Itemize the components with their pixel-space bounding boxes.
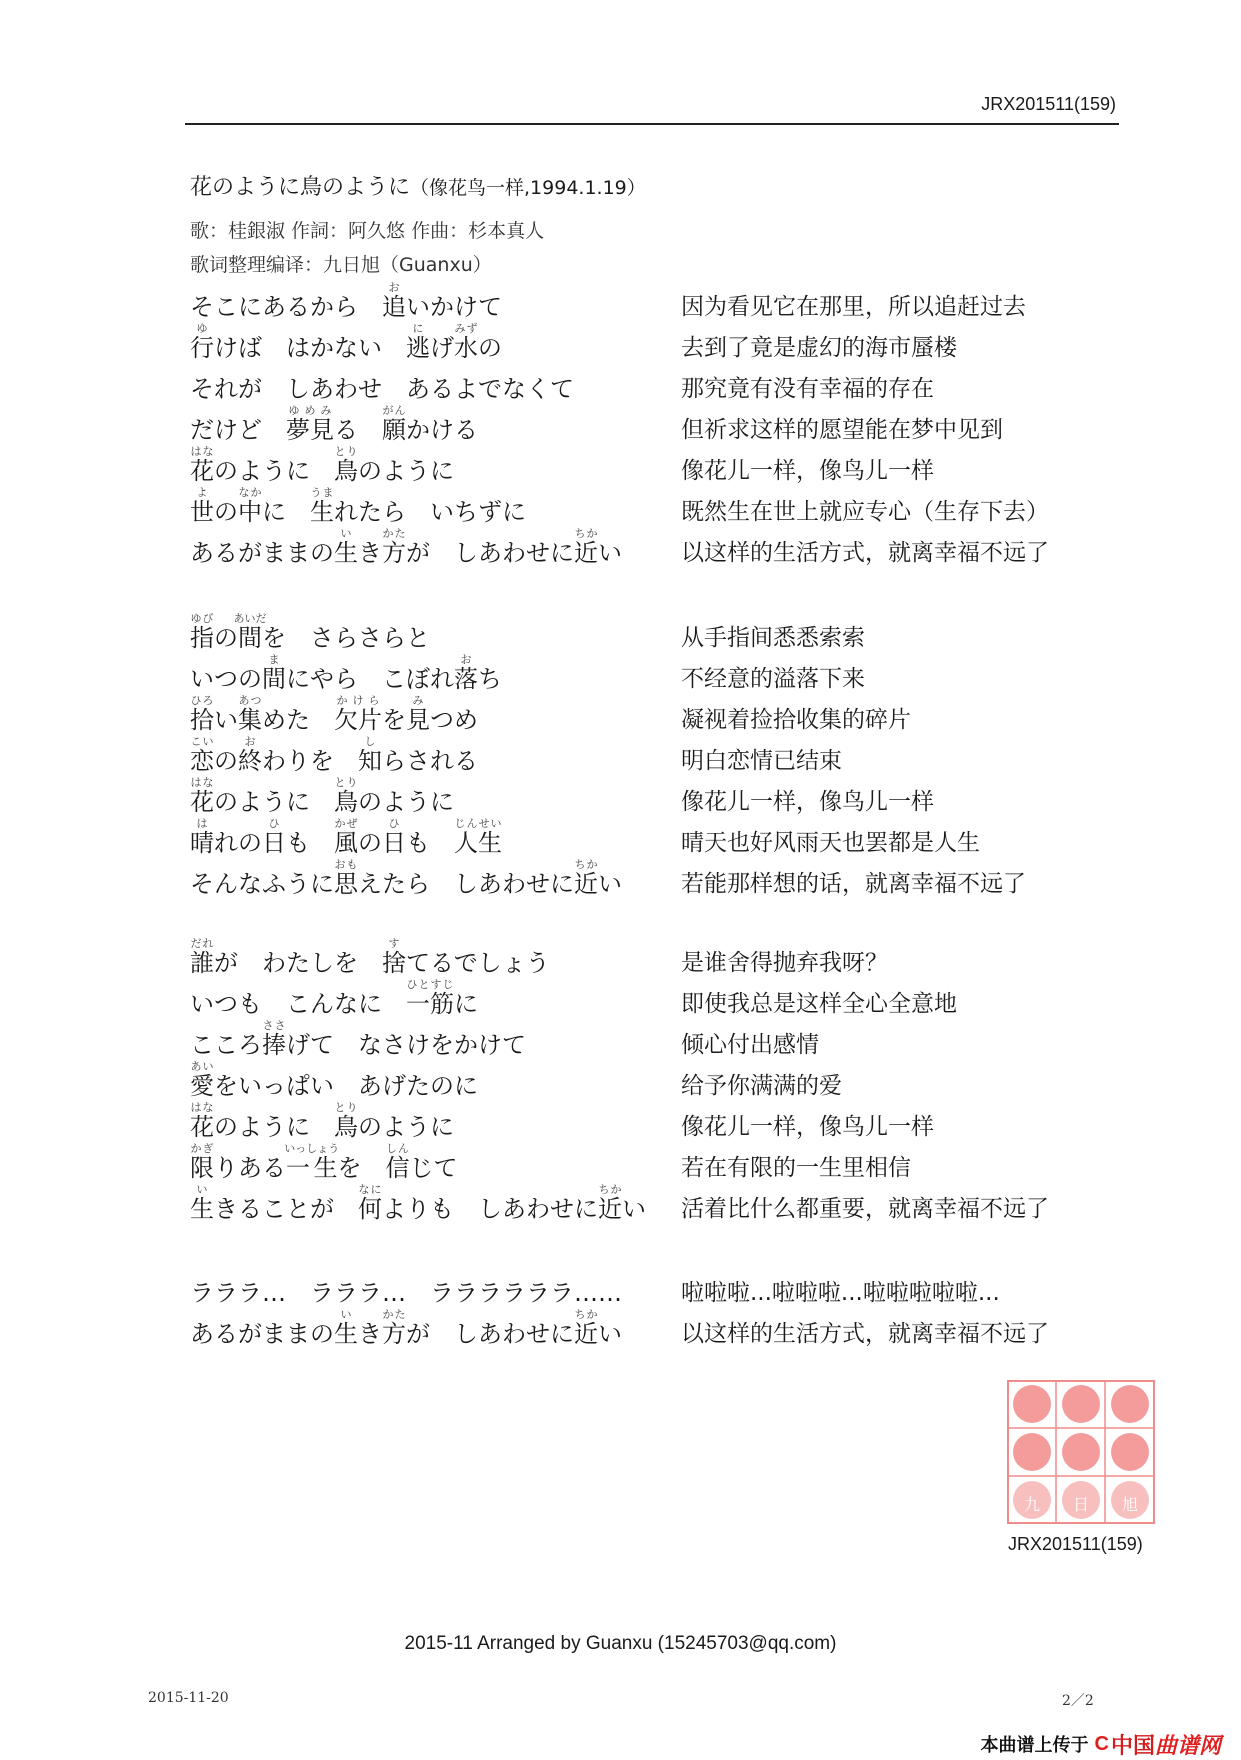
furigana-word: 日ひ: [262, 817, 286, 857]
lyric-chinese: 去到了竟是虚幻的海市蜃楼: [681, 335, 957, 361]
lyric-japanese: 花はなのように 鳥とりのように: [190, 776, 454, 816]
lyric-line: [190, 975, 1090, 1021]
footer-date: 2015-11-20: [148, 1690, 229, 1706]
lyric-japanese: 拾ひろい集あつめた 欠片かけらを見みつめ: [190, 694, 478, 734]
lyric-japanese: あるがままの生いき方かたが しあわせに近ちかい: [190, 527, 622, 567]
header-code: JRX201511(159): [981, 94, 1116, 114]
translator-line: 歌词整理编译：九日旭（Guanxu）: [190, 254, 492, 276]
lyric-japanese: 行ゆけば はかない 逃にげ水みずの: [190, 322, 502, 362]
furigana-word: 一生いっしょう: [284, 1142, 340, 1182]
site-logo-icon: C: [1094, 1732, 1109, 1755]
furigana-word: 花はな: [190, 1101, 214, 1141]
furigana-word: 愛あい: [190, 1060, 214, 1100]
lyric-chinese: 像花儿一样，像鸟儿一样: [681, 458, 934, 484]
lyric-japanese: こころ捧ささげて なさけをかけて: [190, 1019, 526, 1059]
lyric-chinese: 即使我总是这样全心全意地: [681, 991, 957, 1017]
credits-line: 歌：桂銀淑 作詞：阿久悠 作曲：杉本真人: [190, 220, 545, 242]
lyric-line: [190, 1139, 1090, 1185]
lyric-chinese: 活着比什么都重要，就离幸福不远了: [681, 1196, 1049, 1222]
furigana-word: 近ちか: [574, 527, 598, 567]
furigana-word: 何なに: [358, 1183, 382, 1223]
furigana-word: 恋こい: [190, 735, 214, 775]
furigana-word: 中なか: [238, 486, 262, 526]
furigana-word: 落お: [454, 653, 478, 693]
furigana-word: 水みず: [454, 322, 478, 362]
seal-char: 旭: [1121, 1495, 1139, 1514]
seal-char: 日: [1072, 1495, 1090, 1514]
lyric-chinese: 像花儿一样，像鸟儿一样: [681, 1114, 934, 1140]
lyric-chinese: 啦啦啦...啦啦啦...啦啦啦啦啦...: [681, 1280, 1000, 1306]
lyric-line: [190, 360, 1090, 406]
lyric-line: [190, 1098, 1090, 1144]
furigana-word: 生い: [334, 527, 358, 567]
furigana-word: 行ゆ: [190, 322, 214, 362]
lyric-line: [190, 1264, 1090, 1310]
lyric-japanese: 花はなのように 鳥とりのように: [190, 1101, 454, 1141]
furigana-word: 鳥とり: [334, 776, 358, 816]
lyric-chinese: 但祈求这样的愿望能在梦中见到: [681, 417, 1003, 443]
lyric-japanese: 花はなのように 鳥とりのように: [190, 445, 454, 485]
upload-notice: [980, 1732, 1221, 1759]
lyric-line: [190, 483, 1090, 529]
lyric-line: [190, 524, 1090, 570]
lyric-line: [190, 1016, 1090, 1062]
lyric-chinese: 不经意的溢落下来: [681, 666, 865, 692]
furigana-word: 人生じんせい: [454, 817, 502, 857]
lyric-japanese: 限かぎりある一生いっしょうを 信しんじて: [190, 1142, 458, 1182]
furigana-word: 限かぎ: [190, 1142, 214, 1182]
lyric-japanese: 世よの中なかに 生うまれたら いちずに: [190, 486, 526, 526]
lyric-japanese: だけど 夢見ゆめみる 願がんかける: [190, 404, 478, 444]
seal-dot: [1062, 1433, 1100, 1471]
arranged-by: 2015-11 Arranged by Guanxu (15245703@qq.com): [404, 1633, 837, 1654]
lyric-line: [190, 650, 1090, 696]
furigana-word: 方かた: [382, 1308, 406, 1348]
furigana-word: 花はな: [190, 445, 214, 485]
furigana-word: 一筋ひとすじ: [406, 978, 454, 1018]
furigana-word: 夢見ゆめみ: [286, 404, 334, 444]
seal-dot: [1111, 1385, 1149, 1423]
furigana-word: 風かぜ: [334, 817, 358, 857]
lyric-chinese: 若能那样想的话，就离幸福不远了: [681, 871, 1026, 897]
lyric-line: [190, 814, 1090, 860]
lyric-japanese: 誰だれが わたしを 捨すてるでしょう: [190, 937, 550, 977]
seal-char: 九: [1023, 1495, 1041, 1514]
furigana-word: 逃に: [406, 322, 430, 362]
furigana-word: 晴は: [190, 817, 214, 857]
lyric-japanese: いつも こんなに 一筋ひとすじに: [190, 978, 478, 1018]
furigana-word: 近ちか: [598, 1183, 622, 1223]
seal-dot: [1062, 1385, 1100, 1423]
seal-dot: [1013, 1385, 1051, 1423]
furigana-word: 鳥とり: [334, 1101, 358, 1141]
lyric-japanese: それが しあわせ あるよでなくて: [190, 375, 574, 403]
lyric-line: [190, 442, 1090, 488]
furigana-word: 誰だれ: [190, 937, 214, 977]
lyric-japanese: いつの間まにやら こぼれ落おち: [190, 653, 502, 693]
lyric-line: [190, 1057, 1090, 1103]
furigana-word: 指ゆび: [190, 612, 214, 652]
lyric-japanese: 恋こいの終おわりを 知しらされる: [190, 735, 478, 775]
lyric-line: [190, 934, 1090, 980]
furigana-word: 近ちか: [574, 1308, 598, 1348]
lyric-line: [190, 732, 1090, 778]
furigana-word: 願がん: [382, 404, 406, 444]
furigana-word: 知し: [358, 735, 382, 775]
furigana-word: 生い: [190, 1183, 214, 1223]
author-seal-stamp: [1007, 1380, 1155, 1524]
lyric-chinese: 像花儿一样，像鸟儿一样: [681, 789, 934, 815]
lyric-chinese: 既然生在世上就应专心（生存下去）: [681, 499, 1049, 525]
lyric-japanese: 晴はれの日ひも 風かぜの日ひも 人生じんせい: [190, 817, 502, 857]
lyric-line: [190, 1180, 1090, 1226]
furigana-word: 間ま: [262, 653, 286, 693]
lyric-japanese: 指ゆびの間あいだを さらさらと: [190, 612, 430, 652]
furigana-word: 終お: [238, 735, 262, 775]
seal-dot: [1111, 1433, 1149, 1471]
site-logo-text-b: 曲谱网: [1154, 1733, 1221, 1759]
lyric-chinese: 晴天也好风雨天也罢都是人生: [681, 830, 980, 856]
lyric-japanese: あるがままの生いき方かたが しあわせに近ちかい: [190, 1308, 622, 1348]
page-number: 2／2: [1062, 1693, 1094, 1709]
furigana-word: 追お: [382, 281, 406, 321]
site-logo-text-a: 中国: [1110, 1733, 1155, 1759]
furigana-word: 欠片かけら: [334, 694, 382, 734]
lyric-japanese: 生いきることが 何なによりも しあわせに近ちかい: [190, 1183, 646, 1223]
lyric-japanese: そんなふうに思おもえたら しあわせに近ちかい: [190, 858, 622, 898]
lyric-chinese: 是谁舍得抛弃我呀？: [681, 950, 888, 976]
furigana-word: 生うま: [310, 486, 334, 526]
seal-code: JRX201511(159): [1008, 1534, 1143, 1554]
lyric-chinese: 给予你满满的爱: [681, 1073, 842, 1099]
furigana-word: 信しん: [385, 1142, 410, 1182]
lyric-chinese: 从手指间悉悉索索: [681, 625, 865, 651]
song-title-main: 花のように鳥のように: [190, 175, 411, 200]
seal-dot: [1013, 1433, 1051, 1471]
lyric-chinese: 那究竟有没有幸福的存在: [681, 376, 934, 402]
lyric-japanese: 愛あいをいっぱい あげたのに: [190, 1060, 478, 1100]
furigana-word: 生い: [334, 1308, 358, 1348]
furigana-word: 花はな: [190, 776, 214, 816]
furigana-word: 拾ひろ: [190, 694, 214, 734]
lyric-line: [190, 855, 1090, 901]
lyric-chinese: 因为看见它在那里，所以追赶过去: [681, 294, 1026, 320]
lyric-line: [190, 1305, 1090, 1351]
lyric-japanese: ラララ… ラララ… ララララララ……: [190, 1279, 622, 1307]
furigana-word: 近ちか: [574, 858, 598, 898]
upload-label: 本曲谱上传于: [980, 1735, 1089, 1756]
furigana-word: 鳥とり: [334, 445, 358, 485]
song-title-sub: （像花鸟一样,1994.1.19）: [410, 177, 646, 199]
header-rule: [185, 123, 1119, 125]
lyric-japanese: そこにあるから 追おいかけて: [190, 281, 502, 321]
lyric-line: [190, 319, 1090, 365]
furigana-word: 方かた: [382, 527, 406, 567]
song-title: [190, 170, 646, 201]
furigana-word: 日ひ: [382, 817, 406, 857]
lyric-line: [190, 278, 1090, 324]
lyric-chinese: 若在有限的一生里相信: [681, 1155, 911, 1181]
lyric-line: [190, 401, 1090, 447]
lyric-chinese: 以这样的生活方式，就离幸福不远了: [681, 1321, 1049, 1347]
furigana-word: 捨す: [382, 937, 406, 977]
lyric-chinese: 明白恋情已结束: [681, 748, 842, 774]
lyric-line: [190, 773, 1090, 819]
furigana-word: 世よ: [190, 486, 214, 526]
furigana-word: 間あいだ: [233, 612, 267, 652]
lyric-line: [190, 691, 1090, 737]
furigana-word: 集あつ: [238, 694, 262, 734]
lyric-chinese: 凝视着捡拾收集的碎片: [681, 707, 911, 733]
furigana-word: 捧ささ: [262, 1019, 286, 1059]
lyric-line: [190, 609, 1090, 655]
furigana-word: 見み: [406, 694, 430, 734]
lyric-chinese: 倾心付出感情: [681, 1032, 819, 1058]
lyric-chinese: 以这样的生活方式，就离幸福不远了: [681, 540, 1049, 566]
furigana-word: 思おも: [334, 858, 358, 898]
